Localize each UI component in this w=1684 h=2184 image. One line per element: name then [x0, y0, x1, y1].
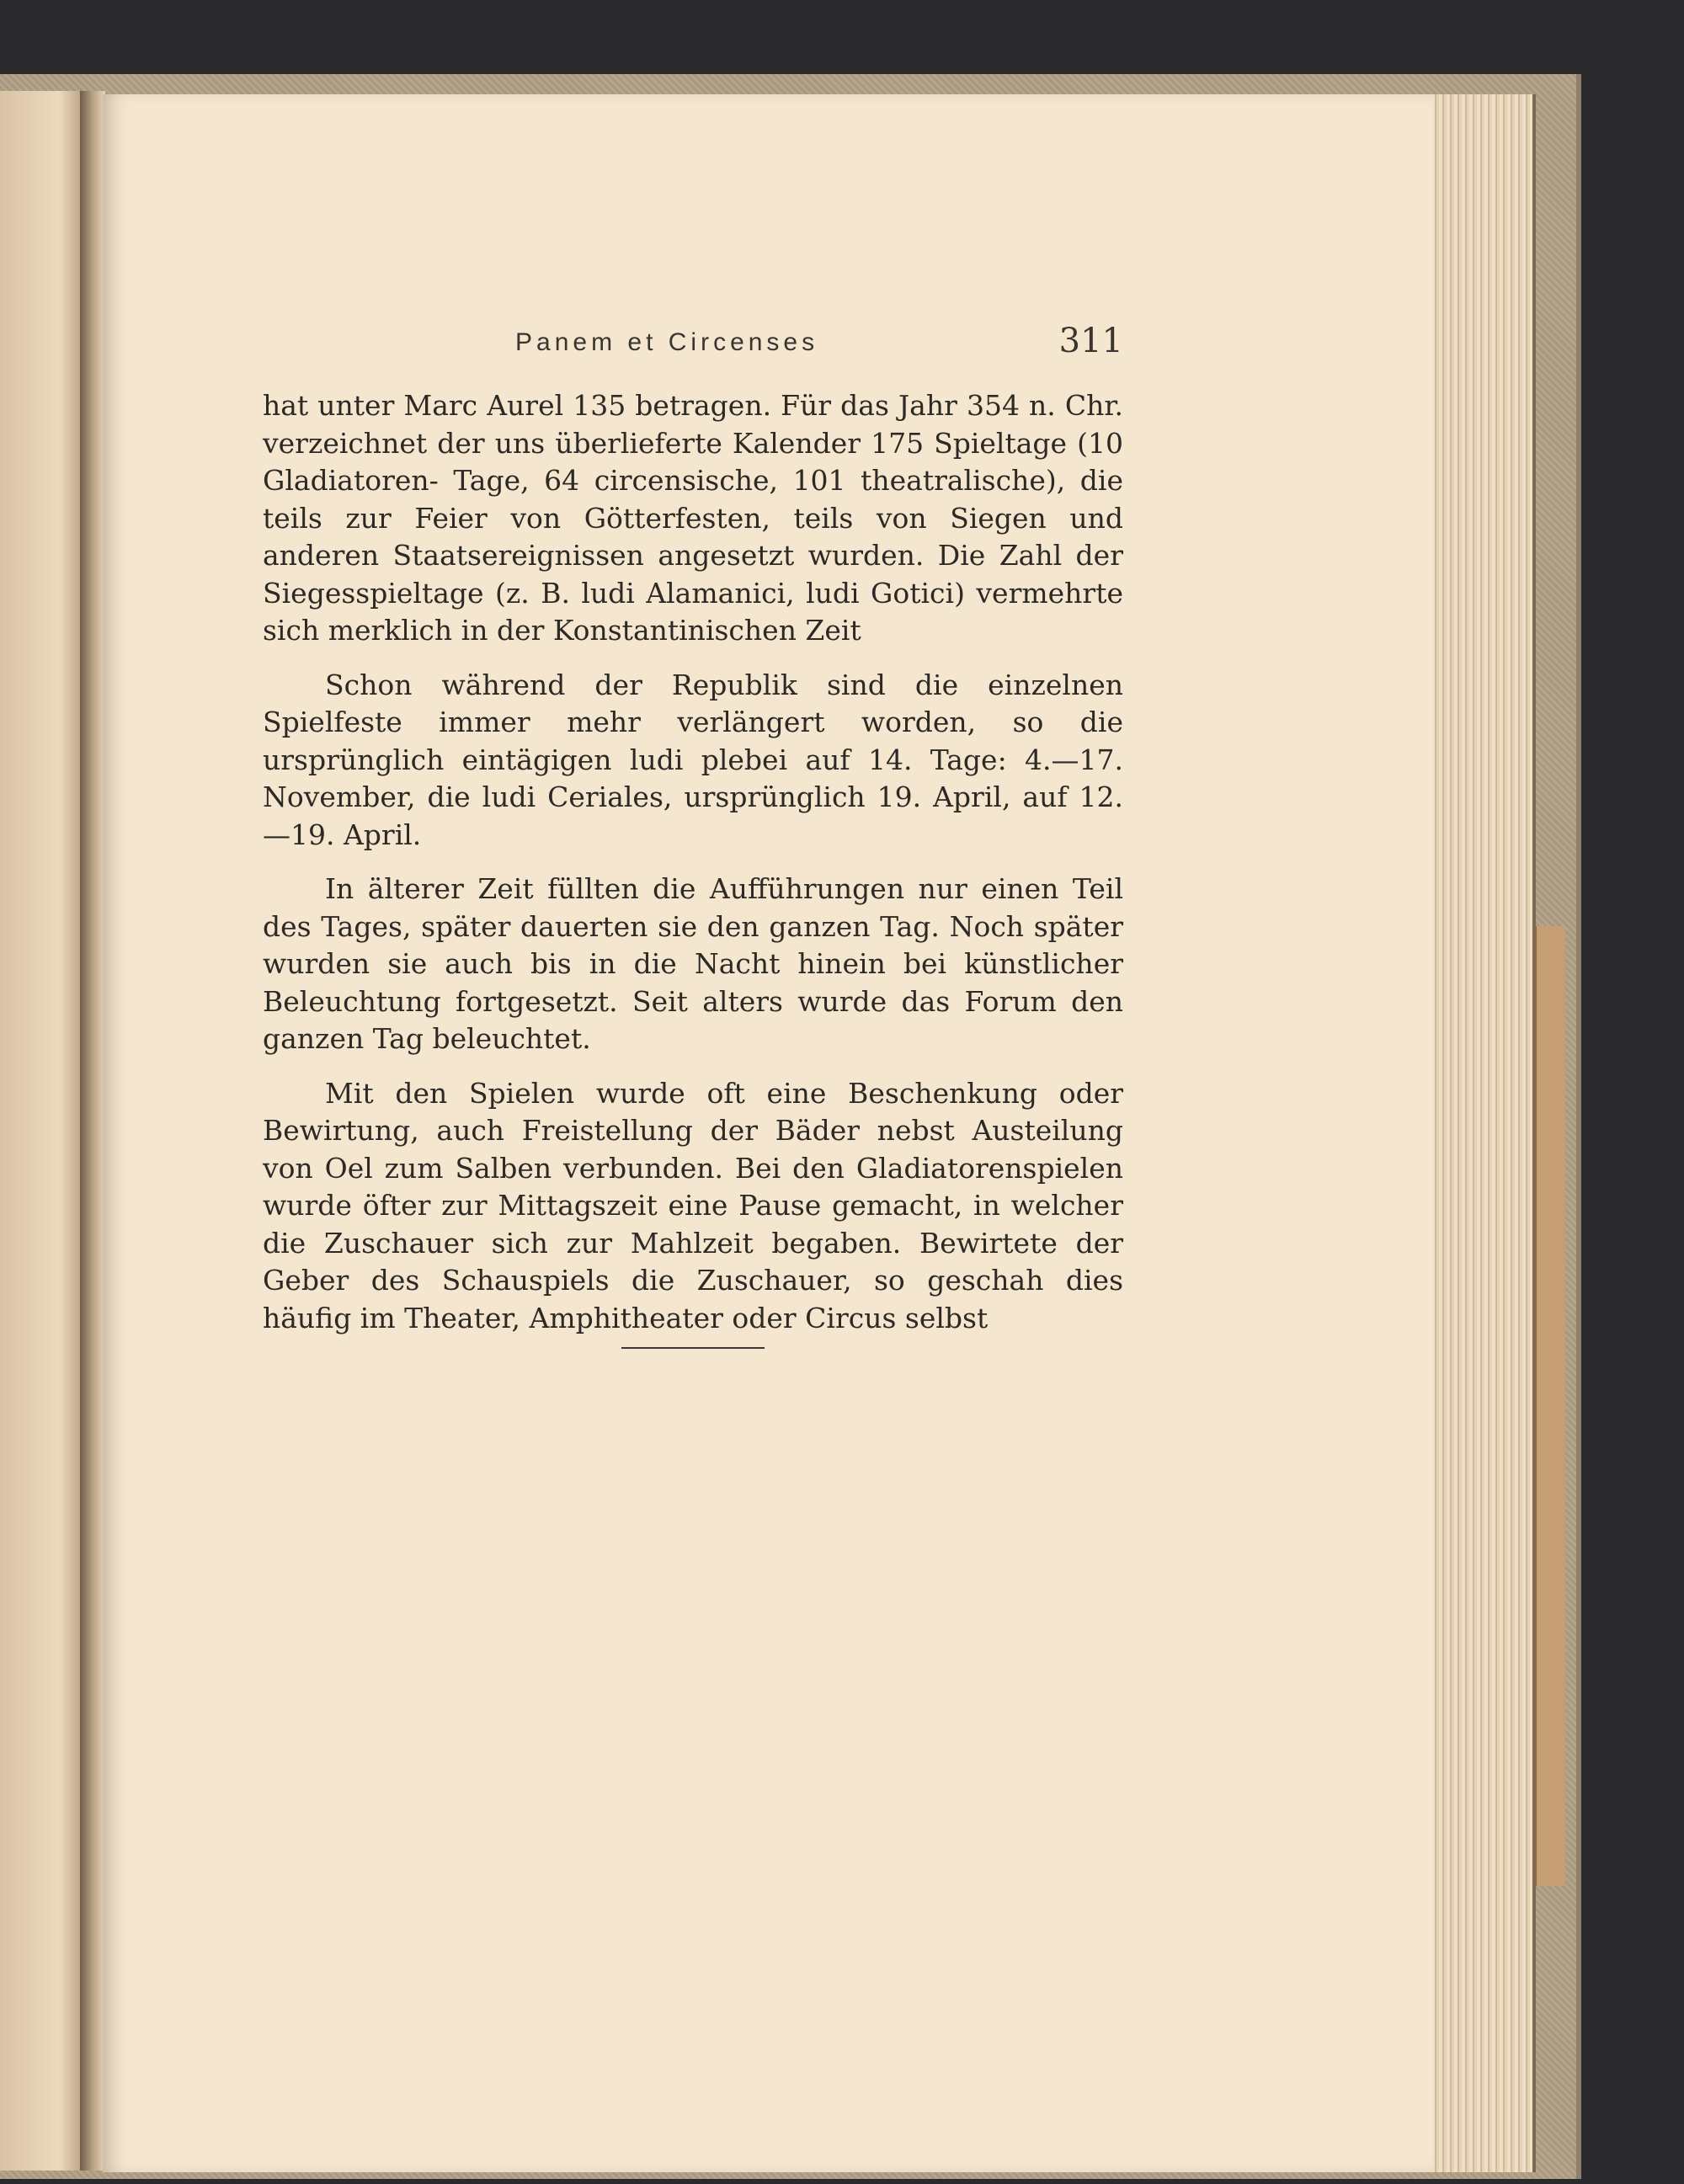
book-gutter	[80, 91, 105, 2171]
body-text	[263, 387, 1123, 1354]
page-number: 311	[1058, 322, 1123, 360]
paragraph: Schon während der Republik sind die einzelnen Spielfeste immer mehr verlängert worden, so die ursprünglich eintägigen ludi plebei auf 14. Tage: 4.—17. November, die ludi Ceriales, ursprünglich 19. April, auf 12.—19. April.	[263, 668, 1123, 851]
section-end-rule	[621, 1347, 765, 1349]
cover-flap	[1534, 926, 1565, 1886]
facing-page-edge	[0, 91, 84, 2171]
page-stack-edges	[1431, 94, 1536, 2172]
paragraph: hat unter Marc Aurel 135 betragen. Für das Jahr 354 n. Chr. verzeichnet der uns überlieferte Kalender 175 Spieltage (10 Gladiatoren- Tage, 64 circensische, 101 theatralische), die teils zur Feier von Götterfesten, teils von Siegen und anderen Staatsereignissen angesetzt wurden. Die Zahl der Siegesspieltage (z. B. ludi Alamanici, ludi Gotici) vermehrte sich merklich in der Konstantinischen Zeit	[263, 389, 1123, 647]
page-header	[263, 318, 1123, 377]
running-title: Panem et Circenses	[515, 328, 819, 356]
paragraph: Mit den Spielen wurde oft eine Beschenkung oder Bewirtung, auch Freistellung der Bäder nebst Austeilung von Oel zum Salben verbunden. Bei den Gladiatorenspielen wurde öfter zur Mittagszeit eine Pause gemacht, in welcher die Zuschauer sich zur Mahlzeit begaben. Bewirtete der Geber des Schauspiels die Zuschauer, so geschah dies häufig im Theater, Amphitheater oder Circus selbst	[263, 1076, 1123, 1334]
paragraph: In älterer Zeit füllten die Aufführungen nur einen Teil des Tages, später dauerten sie den ganzen Tag. Noch später wurden sie auch bis in die Nacht hinein bei künstlicher Beleuchtung fortgesetzt. Seit alters wurde das Forum den ganzen Tag beleuchtet.	[263, 872, 1123, 1055]
